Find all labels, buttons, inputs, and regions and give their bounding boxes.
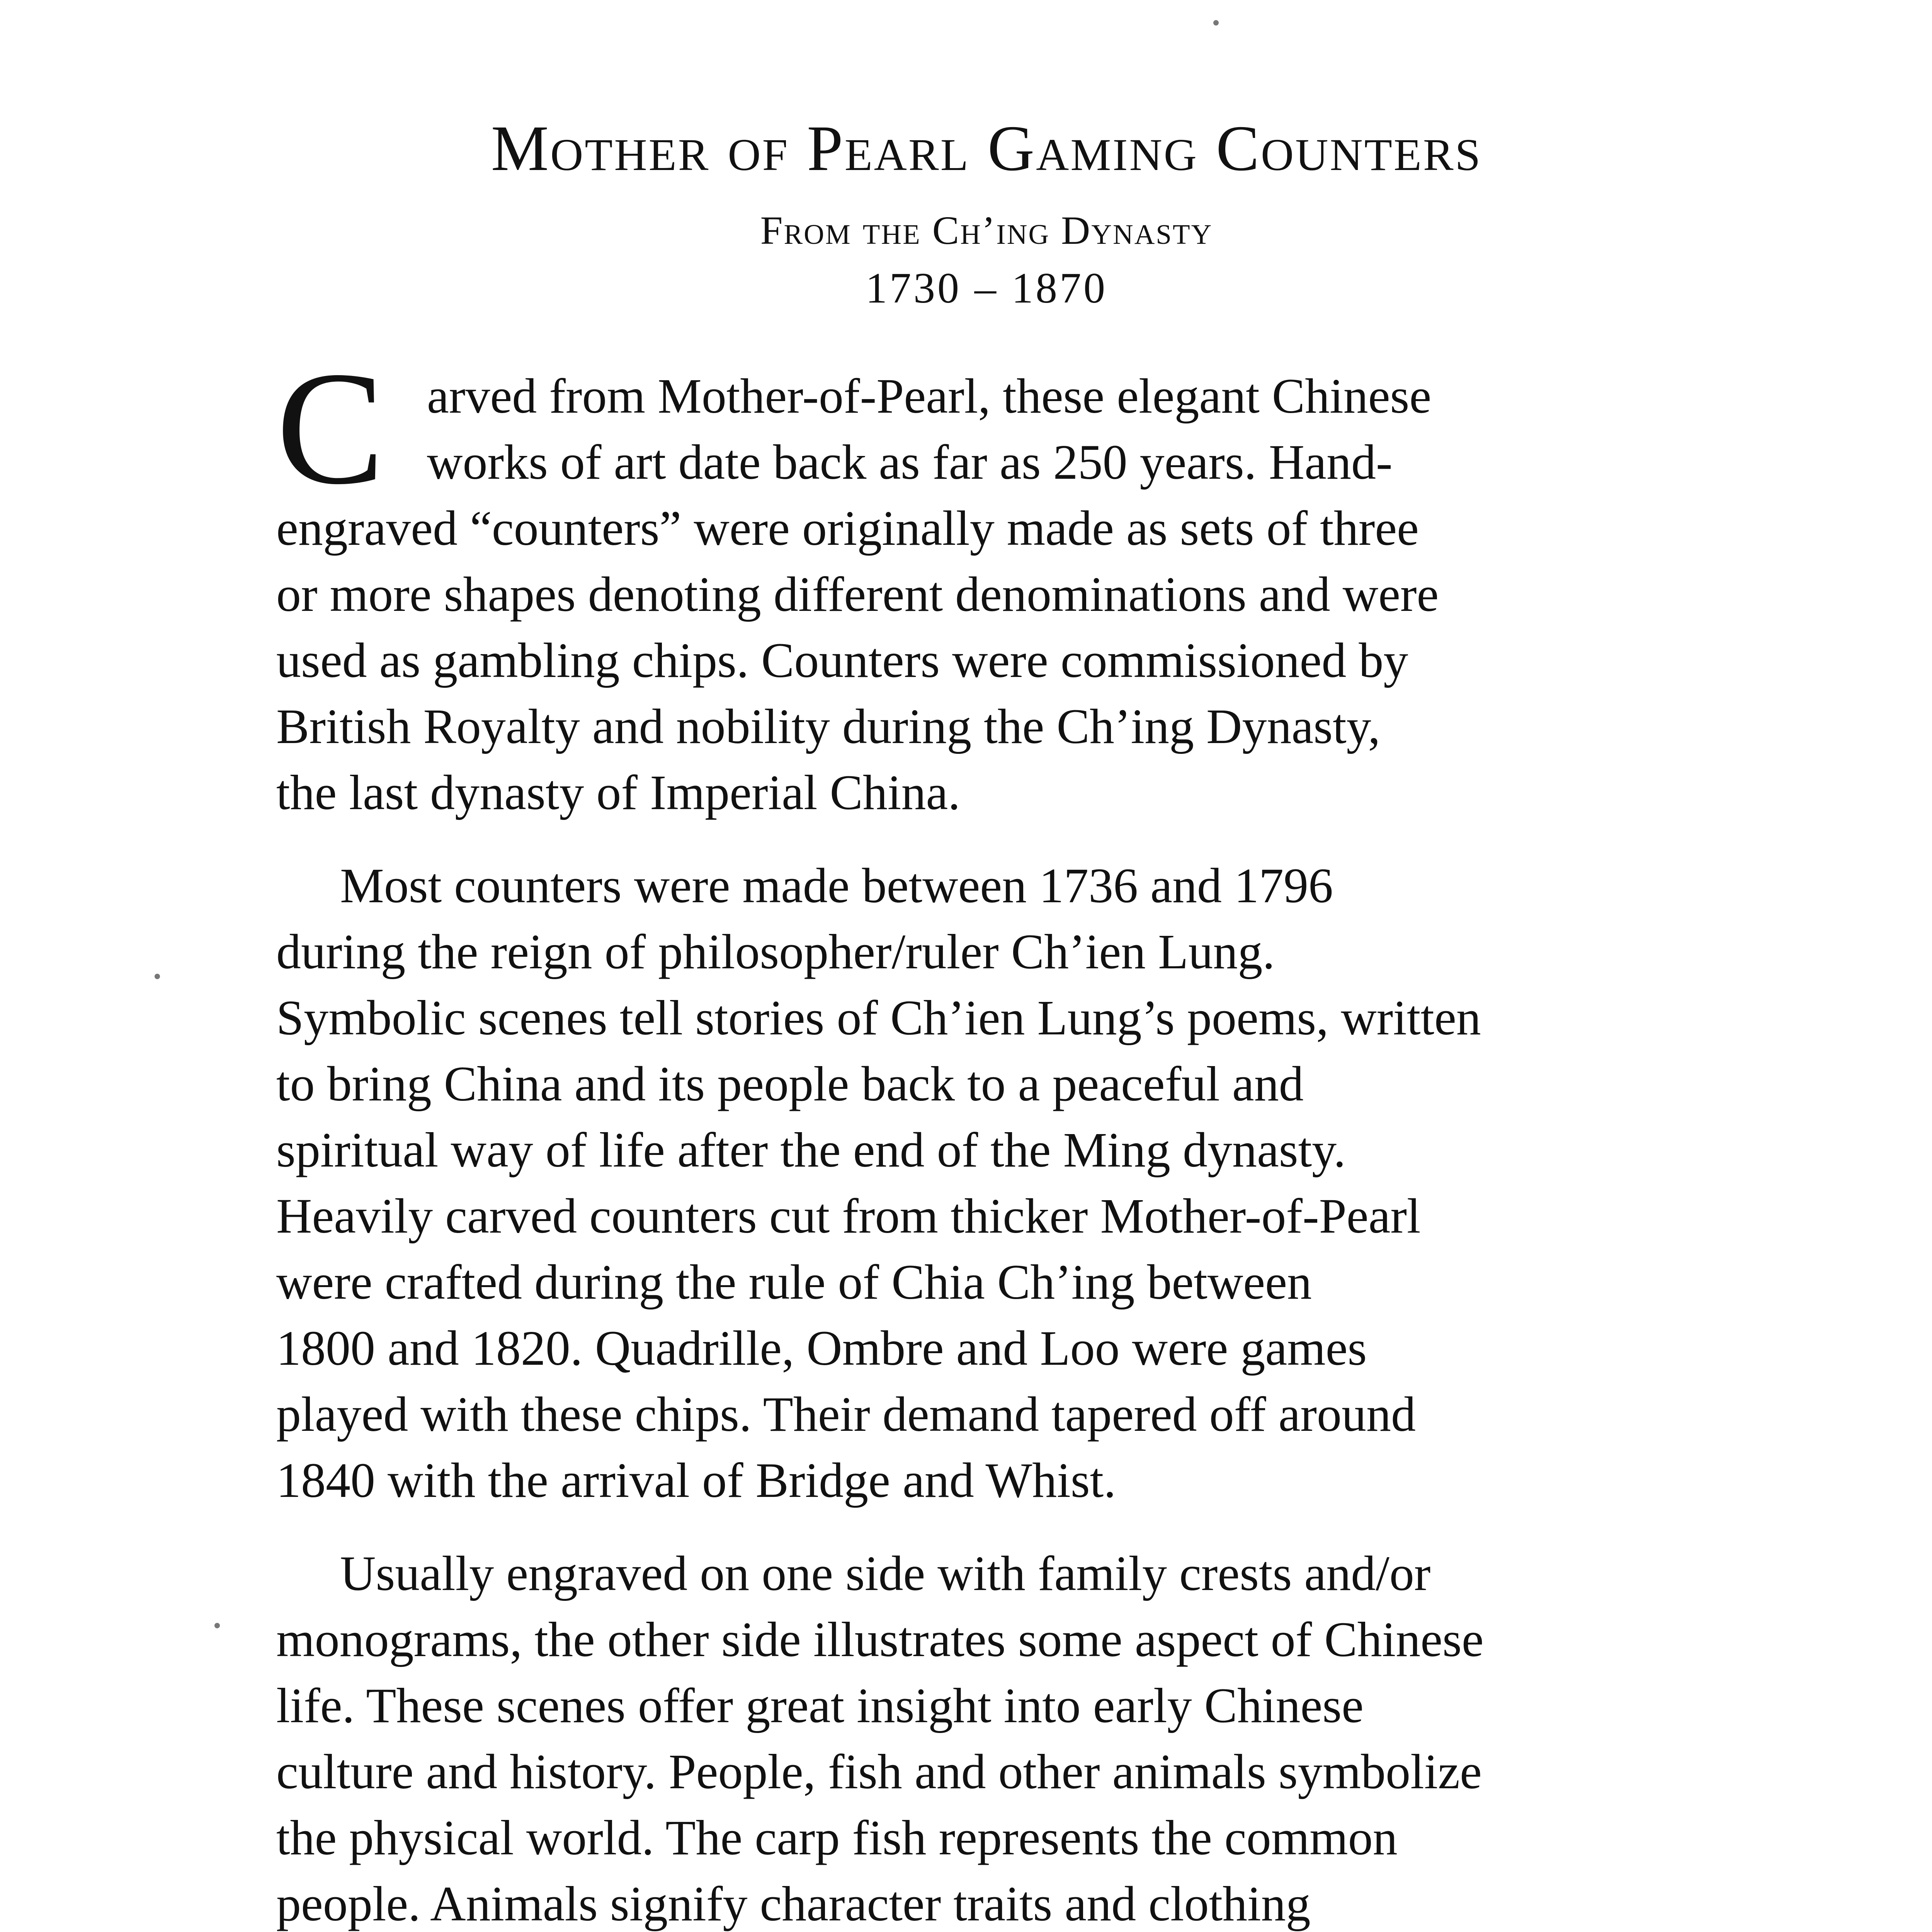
text-line: during the reign of philosopher/ruler Ch’ien Lung. [276,924,1275,979]
text-line: monograms, the other side illustrates some aspect of Chinese [276,1612,1484,1667]
text-line-content: arved from Mother-of-Pearl, these elegant Chinese [427,369,1432,423]
page-subtitle: From the Ch’ing Dynasty [760,208,1213,253]
paragraph-1 [276,338,1737,826]
text-line: to bring China and its people back to a peaceful and [276,1056,1304,1111]
paragraph-3 [276,1541,1737,1932]
text-line: works of art date back as far as 250 years. Hand- [427,435,1393,490]
scan-speck [1213,20,1219,26]
text-line: 1800 and 1820. Quadrille, Ombre and Loo were games [276,1321,1367,1376]
text-line: or more shapes denoting different denominations and were [276,567,1439,622]
article-body [276,338,1737,1932]
scan-speck [214,1623,220,1628]
scan-speck [155,974,160,979]
text-line: engraved “counters” were originally made as sets of three [276,501,1419,556]
text-line: life. These scenes offer great insight into early Chinese [276,1678,1364,1733]
text-line: Usually engraved on one side with family crests and/or [340,1546,1431,1601]
text-line: culture and history. People, fish and other animals symbolize [276,1744,1482,1799]
text-line: played with these chips. Their demand tapered off around [276,1387,1416,1442]
text-line: the last dynasty of Imperial China. [276,765,961,820]
date-range: 1730 – 1870 [866,264,1107,312]
page-title: Mother of Pearl Gaming Counters [491,112,1482,184]
text-line: were crafted during the rule of Chia Ch’ing between [276,1255,1312,1310]
text-line: spiritual way of life after the end of the Ming dynasty. [276,1122,1346,1177]
text-line: Symbolic scenes tell stories of Ch’ien Lung’s poems, written [276,990,1481,1045]
text-line: Most counters were made between 1736 and 1796 [340,858,1333,913]
drop-cap: C [276,338,385,518]
text-line: British Royalty and nobility during the Ch’ing Dynasty, [276,699,1381,754]
text-line: people. Animals signify character traits and clothing [276,1876,1311,1931]
text-line: used as gambling chips. Counters were commissioned by [276,633,1408,688]
text-line: Heavily carved counters cut from thicker Mother-of-Pearl [276,1189,1421,1243]
paragraph-2 [276,853,1737,1514]
text-line: the physical world. The carp fish represents the common [276,1810,1398,1865]
text-line: 1840 with the arrival of Bridge and Whist. [276,1453,1116,1508]
